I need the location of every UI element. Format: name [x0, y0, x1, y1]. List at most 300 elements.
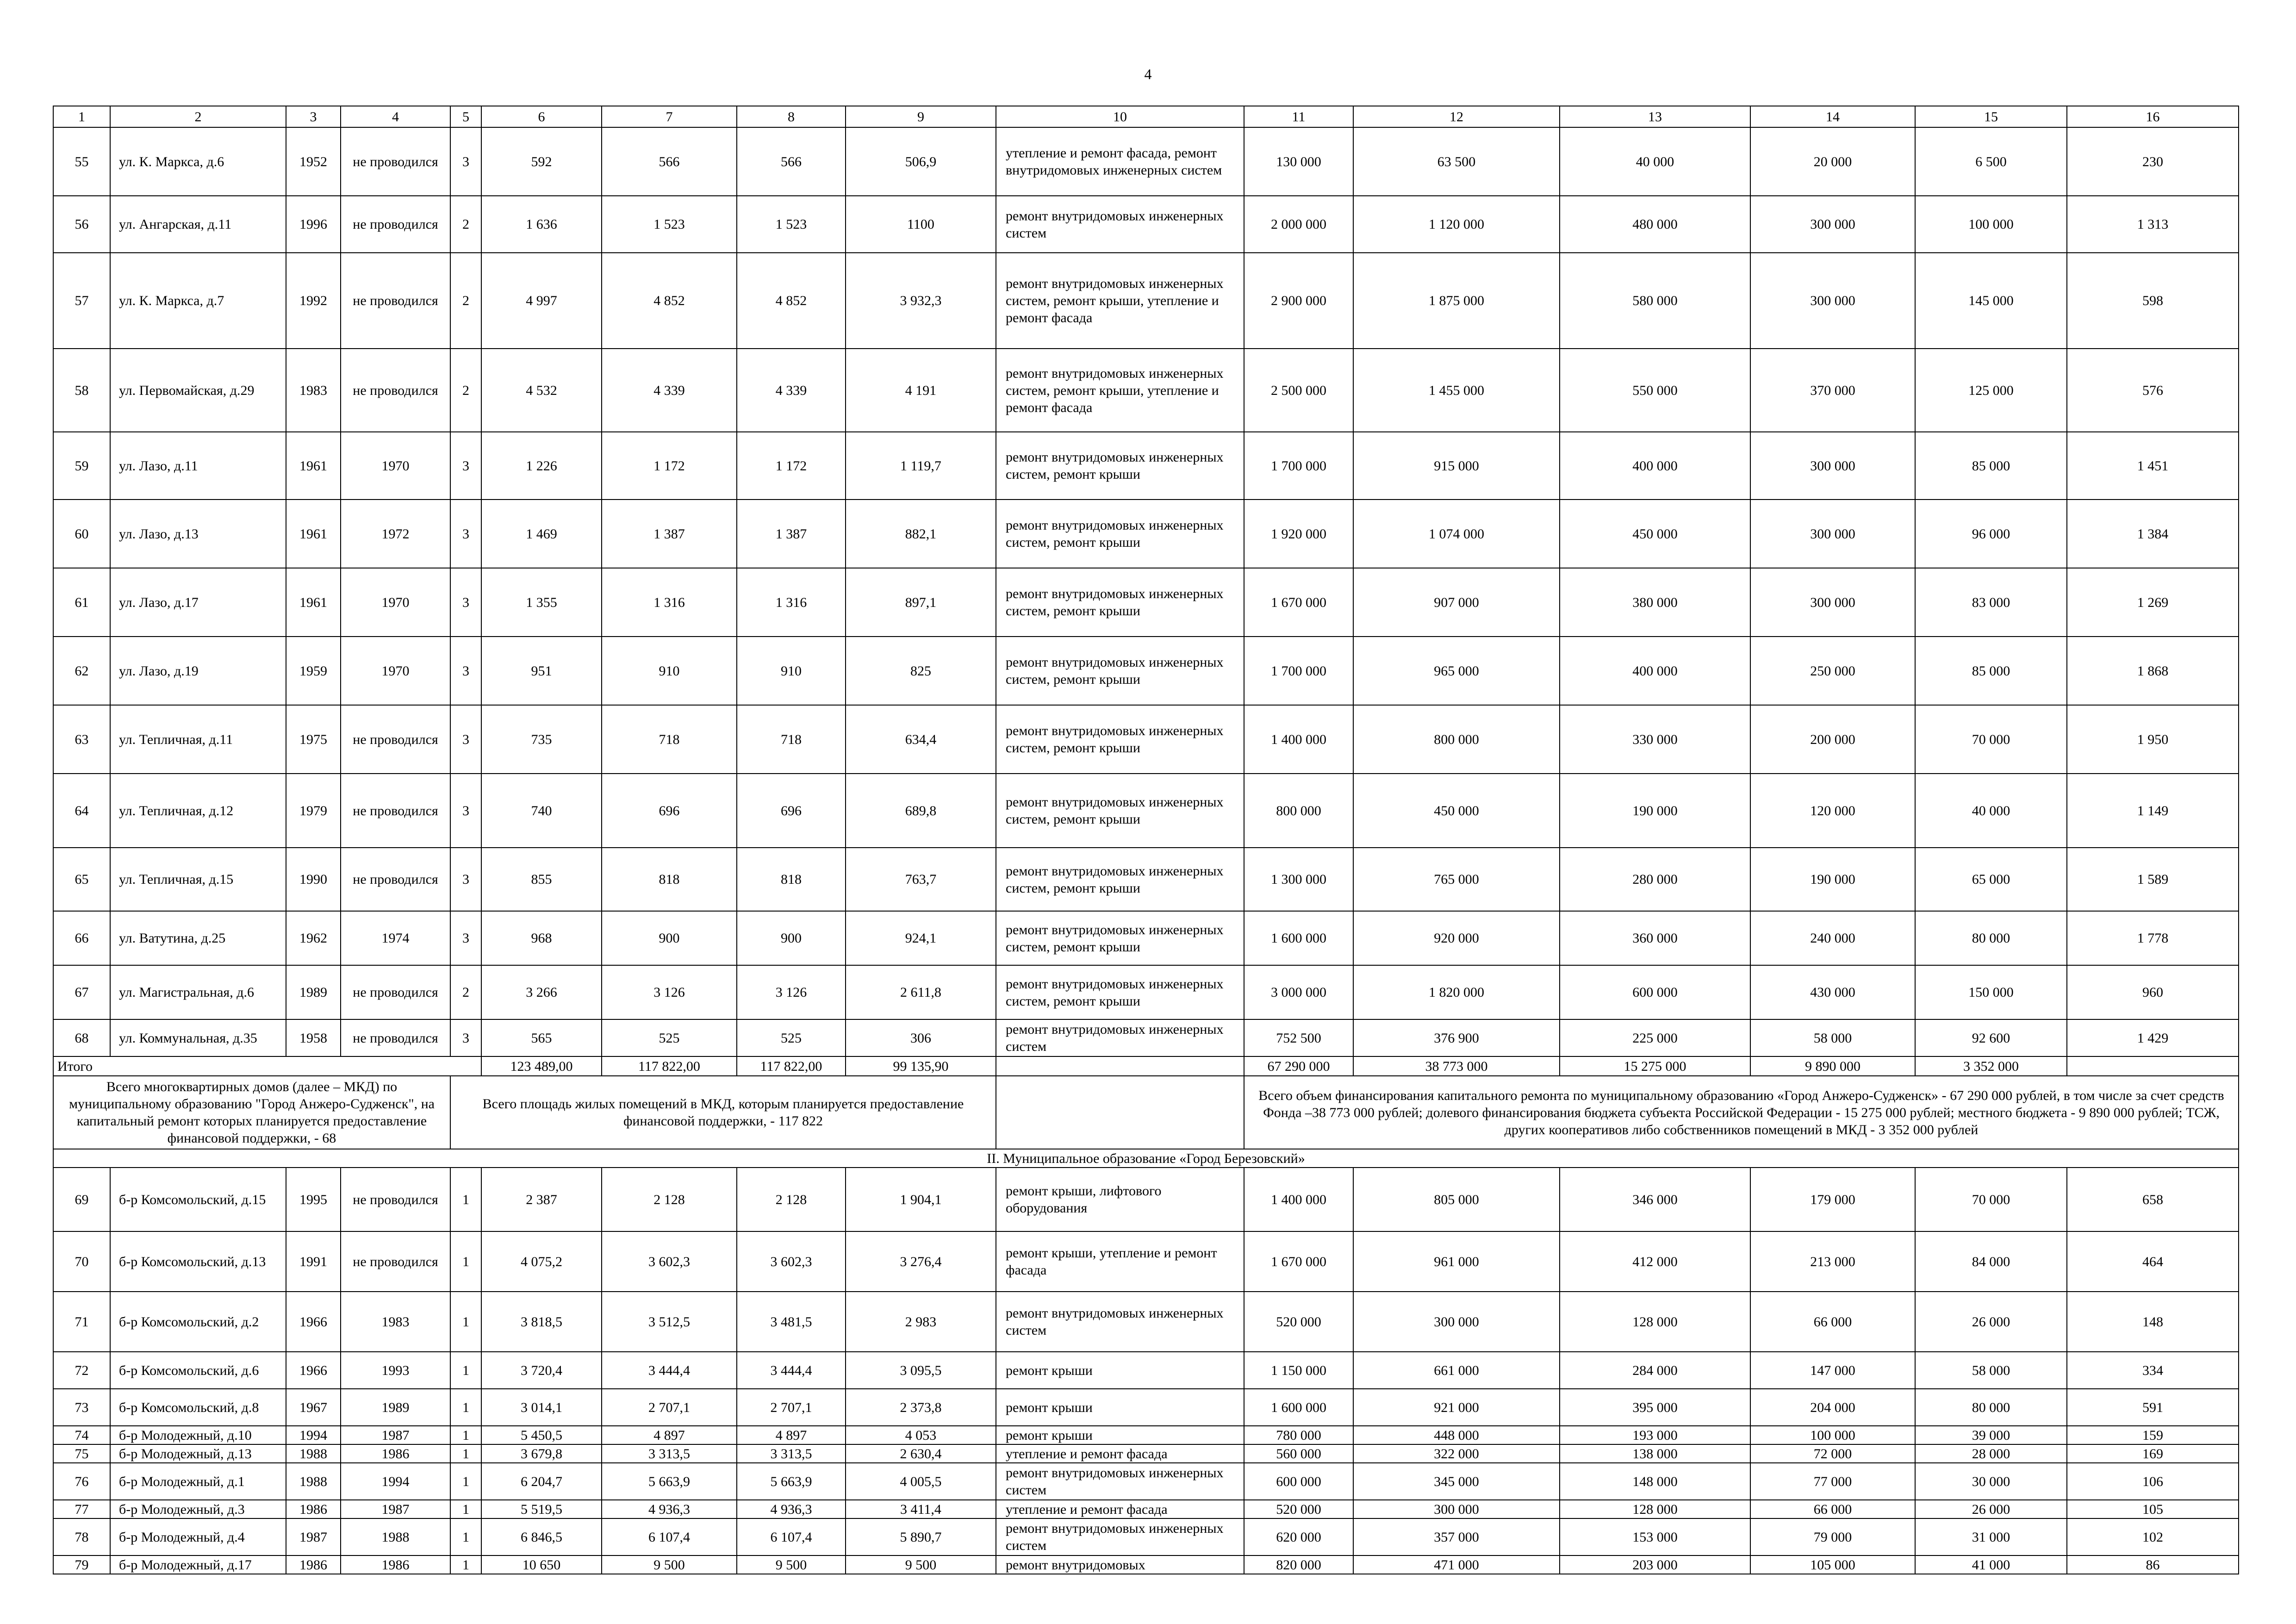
table-cell: 1979	[286, 774, 341, 848]
table-cell: 4 339	[737, 349, 846, 432]
table-cell: 73	[53, 1389, 110, 1426]
table-cell: 41 000	[1915, 1555, 2067, 1574]
table-cell: 1 589	[2067, 848, 2239, 911]
table-cell: 169	[2067, 1444, 2239, 1463]
table-cell: 897,1	[846, 568, 996, 637]
table-cell: 85 000	[1915, 637, 2067, 705]
table-cell: 1966	[286, 1292, 341, 1352]
table-cell: 3 679,8	[481, 1444, 602, 1463]
header-cell: 13	[1560, 106, 1750, 127]
table-cell: 3 126	[737, 965, 846, 1019]
table-cell: 1 778	[2067, 911, 2239, 965]
table-cell: 506,9	[846, 127, 996, 196]
table-cell: ул. Ангарская, д.11	[110, 196, 286, 253]
table-cell: 56	[53, 196, 110, 253]
table-cell: 1983	[341, 1292, 450, 1352]
table-cell: 4 936,3	[602, 1500, 737, 1518]
table-cell: 2 128	[602, 1168, 737, 1231]
table-cell: 1994	[286, 1426, 341, 1444]
table-row	[53, 196, 2239, 253]
table-cell: 230	[2067, 127, 2239, 196]
table-cell: 1 172	[737, 432, 846, 500]
table-cell: 1988	[286, 1463, 341, 1500]
table-row	[53, 127, 2239, 196]
table-cell: ремонт внутридомовых инженерных систем, ремонт крыши	[996, 500, 1244, 568]
table-cell: 1970	[341, 568, 450, 637]
table-cell: 1986	[341, 1444, 450, 1463]
total-cell: 38 773 000	[1353, 1056, 1560, 1076]
table-cell: 6 107,4	[602, 1518, 737, 1555]
table-cell: 71	[53, 1292, 110, 1352]
table-cell: 1988	[286, 1444, 341, 1463]
table-cell: утепление и ремонт фасада, ремонт внутридомовых инженерных систем	[996, 127, 1244, 196]
table-cell: 1990	[286, 848, 341, 911]
capital-repair-table	[53, 106, 2239, 1574]
table-cell: не проводился	[341, 349, 450, 432]
table-cell: 1961	[286, 432, 341, 500]
table-cell: 30 000	[1915, 1463, 2067, 1500]
table-cell: ремонт крыши, лифтового оборудования	[996, 1168, 1244, 1231]
table-cell: 900	[602, 911, 737, 965]
header-cell: 9	[846, 106, 996, 127]
table-cell: ремонт внутридомовых инженерных систем	[996, 1463, 1244, 1500]
table-cell: ремонт внутридомовых	[996, 1555, 1244, 1574]
table-cell: 1 904,1	[846, 1168, 996, 1231]
table-cell: 40 000	[1915, 774, 2067, 848]
table-cell: ул. Ватутина, д.25	[110, 911, 286, 965]
table-cell: ремонт внутридомовых инженерных систем, ремонт крыши	[996, 637, 1244, 705]
table-cell: ул. Лазо, д.17	[110, 568, 286, 637]
table-cell: 1 950	[2067, 705, 2239, 774]
table-cell: 2	[450, 253, 481, 349]
table-cell: 1993	[341, 1352, 450, 1389]
table-cell: 920 000	[1353, 911, 1560, 965]
table-cell: 1 400 000	[1244, 1168, 1353, 1231]
table-cell: 1987	[341, 1426, 450, 1444]
table-cell: 780 000	[1244, 1426, 1353, 1444]
table-cell: 3 313,5	[602, 1444, 737, 1463]
table-cell: 1	[450, 1168, 481, 1231]
table-cell: 1991	[286, 1231, 341, 1292]
table-cell: 689,8	[846, 774, 996, 848]
table-cell: 800 000	[1353, 705, 1560, 774]
table-cell: 1970	[341, 637, 450, 705]
table-cell: 1	[450, 1555, 481, 1574]
table-cell: 951	[481, 637, 602, 705]
table-cell: 968	[481, 911, 602, 965]
summary-row	[53, 1076, 2239, 1149]
table-cell: 400 000	[1560, 432, 1750, 500]
table-cell: 1 300 000	[1244, 848, 1353, 911]
table-cell: ремонт внутридомовых инженерных систем, ремонт крыши	[996, 705, 1244, 774]
table-cell: 4 005,5	[846, 1463, 996, 1500]
table-cell: 4 532	[481, 349, 602, 432]
table-cell: 120 000	[1750, 774, 1915, 848]
table-cell: 2 630,4	[846, 1444, 996, 1463]
table-cell: 76	[53, 1463, 110, 1500]
table-cell: не проводился	[341, 965, 450, 1019]
table-cell: 69	[53, 1168, 110, 1231]
table-cell: 70 000	[1915, 1168, 2067, 1231]
table-cell: 1 226	[481, 432, 602, 500]
table-cell: 147 000	[1750, 1352, 1915, 1389]
table-cell: ул. Лазо, д.19	[110, 637, 286, 705]
table-cell: 370 000	[1750, 349, 1915, 432]
table-cell: 55	[53, 127, 110, 196]
table-cell: ремонт внутридомовых инженерных систем, ремонт крыши	[996, 774, 1244, 848]
table-cell: 882,1	[846, 500, 996, 568]
table-cell: 1	[450, 1463, 481, 1500]
table-cell: ремонт внутридомовых инженерных систем, ремонт крыши	[996, 911, 1244, 965]
table-cell: 1	[450, 1389, 481, 1426]
table-cell: 334	[2067, 1352, 2239, 1389]
table-cell: 1 429	[2067, 1019, 2239, 1056]
table-cell: 3 932,3	[846, 253, 996, 349]
table-cell: 600 000	[1560, 965, 1750, 1019]
table-cell: 190 000	[1750, 848, 1915, 911]
table-row	[53, 774, 2239, 848]
table-row	[53, 1231, 2239, 1292]
table-cell: 1975	[286, 705, 341, 774]
table-row	[53, 1518, 2239, 1555]
table-cell: 250 000	[1750, 637, 1915, 705]
table-cell: 395 000	[1560, 1389, 1750, 1426]
table-row	[53, 705, 2239, 774]
table-cell: ул. Тепличная, д.11	[110, 705, 286, 774]
table-cell: 1986	[341, 1555, 450, 1574]
table-cell: 1 316	[737, 568, 846, 637]
total-label: Итого	[53, 1056, 481, 1076]
total-cell: 99 135,90	[846, 1056, 996, 1076]
table-cell: 1 875 000	[1353, 253, 1560, 349]
table-cell: 3	[450, 1019, 481, 1056]
table-cell: 80 000	[1915, 1389, 2067, 1426]
table-cell: 346 000	[1560, 1168, 1750, 1231]
table-cell: 3	[450, 127, 481, 196]
total-cell: 117 822,00	[737, 1056, 846, 1076]
table-row	[53, 911, 2239, 965]
table-cell: ул. Тепличная, д.15	[110, 848, 286, 911]
table-cell: 1986	[286, 1500, 341, 1518]
table-cell: 75	[53, 1444, 110, 1463]
table-row	[53, 848, 2239, 911]
header-cell: 5	[450, 106, 481, 127]
table-cell: 2 611,8	[846, 965, 996, 1019]
table-cell: 820 000	[1244, 1555, 1353, 1574]
table-cell: 1967	[286, 1389, 341, 1426]
table-cell: 148 000	[1560, 1463, 1750, 1500]
total-cell: 9 890 000	[1750, 1056, 1915, 1076]
table-cell: 10 650	[481, 1555, 602, 1574]
table-cell: не проводился	[341, 253, 450, 349]
table-cell: 159	[2067, 1426, 2239, 1444]
table-cell: 20 000	[1750, 127, 1915, 196]
table-cell: 634,4	[846, 705, 996, 774]
table-cell: 300 000	[1750, 196, 1915, 253]
table-cell: ремонт крыши	[996, 1426, 1244, 1444]
table-cell: 4 852	[737, 253, 846, 349]
table-cell: 58 000	[1750, 1019, 1915, 1056]
table-cell: 9 500	[737, 1555, 846, 1574]
table-cell: 3 481,5	[737, 1292, 846, 1352]
table-cell: 77 000	[1750, 1463, 1915, 1500]
table-cell: 800 000	[1244, 774, 1353, 848]
table-cell: 203 000	[1560, 1555, 1750, 1574]
table-cell: 5 663,9	[737, 1463, 846, 1500]
table-cell: б-р Комсомольский, д.15	[110, 1168, 286, 1231]
table-cell: 1	[450, 1231, 481, 1292]
table-cell: 1	[450, 1500, 481, 1518]
table-cell: 2 707,1	[602, 1389, 737, 1426]
table-cell: б-р Молодежный, д.17	[110, 1555, 286, 1574]
table-cell: 61	[53, 568, 110, 637]
table-cell: 3 411,4	[846, 1500, 996, 1518]
table-cell: 1100	[846, 196, 996, 253]
table-cell: 1 600 000	[1244, 1389, 1353, 1426]
table-cell: 150 000	[1915, 965, 2067, 1019]
table-cell: 360 000	[1560, 911, 1750, 965]
table-cell: 2 983	[846, 1292, 996, 1352]
table-cell: 3 014,1	[481, 1389, 602, 1426]
table-cell: 525	[602, 1019, 737, 1056]
table-cell: 1 149	[2067, 774, 2239, 848]
table-row	[53, 1168, 2239, 1231]
header-cell: 8	[737, 106, 846, 127]
table-cell: 520 000	[1244, 1292, 1353, 1352]
table-cell: ремонт внутридомовых инженерных систем	[996, 1019, 1244, 1056]
table-cell: 910	[602, 637, 737, 705]
table-cell: б-р Комсомольский, д.6	[110, 1352, 286, 1389]
table-cell: 322 000	[1353, 1444, 1560, 1463]
page-number: 4	[1144, 66, 1152, 82]
table-cell: 72 000	[1750, 1444, 1915, 1463]
table-cell: 471 000	[1353, 1555, 1560, 1574]
table-cell: 92 600	[1915, 1019, 2067, 1056]
total-row	[53, 1056, 2239, 1076]
table-cell: 1992	[286, 253, 341, 349]
summary-houses: Всего многоквартирных домов (далее – МКД) по муниципальному образованию "Город Анжеро-Судженск", на капитальный ремонт которых планируется предоставление финансовой поддержки, - 68	[53, 1076, 450, 1149]
table-cell: 1 523	[737, 196, 846, 253]
table-cell: 138 000	[1560, 1444, 1750, 1463]
table-cell: 300 000	[1353, 1292, 1560, 1352]
table-cell: 1989	[341, 1389, 450, 1426]
table-cell: 153 000	[1560, 1518, 1750, 1555]
table-cell: 1 400 000	[1244, 705, 1353, 774]
table-cell: б-р Комсомольский, д.2	[110, 1292, 286, 1352]
table-cell: не проводился	[341, 196, 450, 253]
table-cell: 225 000	[1560, 1019, 1750, 1056]
total-cell-empty	[996, 1056, 1244, 1076]
table-cell: 1961	[286, 568, 341, 637]
table-row	[53, 965, 2239, 1019]
table-cell: 580 000	[1560, 253, 1750, 349]
table-cell: 70	[53, 1231, 110, 1292]
table-cell: 39 000	[1915, 1426, 2067, 1444]
table-cell: 4 897	[602, 1426, 737, 1444]
table-cell: 696	[602, 774, 737, 848]
table-cell: 1 313	[2067, 196, 2239, 253]
table-cell: 72	[53, 1352, 110, 1389]
table-cell: 3	[450, 911, 481, 965]
total-cell: 117 822,00	[602, 1056, 737, 1076]
table-cell: 566	[737, 127, 846, 196]
table-cell: 4 897	[737, 1426, 846, 1444]
table-cell: 68	[53, 1019, 110, 1056]
table-cell: 2 128	[737, 1168, 846, 1231]
header-cell: 15	[1915, 106, 2067, 127]
table-cell: 1994	[341, 1463, 450, 1500]
table-cell: 620 000	[1244, 1518, 1353, 1555]
table-cell: 1983	[286, 349, 341, 432]
table-cell: 5 519,5	[481, 1500, 602, 1518]
table-cell: 9 500	[602, 1555, 737, 1574]
table-cell: б-р Молодежный, д.1	[110, 1463, 286, 1500]
table-cell: 525	[737, 1019, 846, 1056]
table-cell: 79 000	[1750, 1518, 1915, 1555]
table-cell: 661 000	[1353, 1352, 1560, 1389]
table-cell: 6 107,4	[737, 1518, 846, 1555]
table-cell: 60	[53, 500, 110, 568]
table-cell: 84 000	[1915, 1231, 2067, 1292]
table-cell: ул. К. Маркса, д.7	[110, 253, 286, 349]
table-row	[53, 1352, 2239, 1389]
table-cell: 59	[53, 432, 110, 500]
table-cell: 3 818,5	[481, 1292, 602, 1352]
section-row	[53, 1149, 2239, 1168]
table-cell: 740	[481, 774, 602, 848]
table-cell: 5 890,7	[846, 1518, 996, 1555]
table-cell: 376 900	[1353, 1019, 1560, 1056]
table-cell: 2 387	[481, 1168, 602, 1231]
table-cell: 66 000	[1750, 1500, 1915, 1518]
table-cell: 204 000	[1750, 1389, 1915, 1426]
table-cell: 9 500	[846, 1555, 996, 1574]
table-cell: 100 000	[1915, 196, 2067, 253]
table-cell: 915 000	[1353, 432, 1560, 500]
table-cell: 80 000	[1915, 911, 2067, 965]
table-cell: 2	[450, 965, 481, 1019]
total-cell-empty	[2067, 1056, 2239, 1076]
table-cell: 4 075,2	[481, 1231, 602, 1292]
table-cell: ремонт внутридомовых инженерных систем, ремонт крыши, утепление и ремонт фасада	[996, 349, 1244, 432]
table-cell: 430 000	[1750, 965, 1915, 1019]
table-cell: 3	[450, 568, 481, 637]
table-cell: 3	[450, 500, 481, 568]
table-row	[53, 432, 2239, 500]
table-cell: 3 602,3	[602, 1231, 737, 1292]
table-cell: 58	[53, 349, 110, 432]
header-cell: 11	[1244, 106, 1353, 127]
table-cell: 1959	[286, 637, 341, 705]
table-cell: 26 000	[1915, 1292, 2067, 1352]
table-row	[53, 349, 2239, 432]
total-cell: 123 489,00	[481, 1056, 602, 1076]
table-cell: 3	[450, 848, 481, 911]
table-cell: 1 119,7	[846, 432, 996, 500]
table-cell: 63	[53, 705, 110, 774]
table-cell: 6 500	[1915, 127, 2067, 196]
table-cell: 148	[2067, 1292, 2239, 1352]
table-row	[53, 500, 2239, 568]
table-cell: 306	[846, 1019, 996, 1056]
table-cell: не проводился	[341, 1019, 450, 1056]
table-cell: ремонт внутридомовых инженерных систем	[996, 1292, 1244, 1352]
table-cell: 4 191	[846, 349, 996, 432]
table-cell: 6 204,7	[481, 1463, 602, 1500]
table-cell: 3	[450, 705, 481, 774]
table-cell: 1 387	[602, 500, 737, 568]
table-cell: 1	[450, 1352, 481, 1389]
table-cell: 1 455 000	[1353, 349, 1560, 432]
table-cell: 65	[53, 848, 110, 911]
table-cell: 1	[450, 1518, 481, 1555]
table-cell: 3	[450, 774, 481, 848]
table-cell: 1	[450, 1426, 481, 1444]
table-cell: 960	[2067, 965, 2239, 1019]
table-cell: 5 450,5	[481, 1426, 602, 1444]
table-cell: 105	[2067, 1500, 2239, 1518]
table-cell: утепление и ремонт фасада	[996, 1500, 1244, 1518]
table-cell: не проводился	[341, 1231, 450, 1292]
table-cell: 3 512,5	[602, 1292, 737, 1352]
table-cell: ремонт крыши, утепление и ремонт фасада	[996, 1231, 1244, 1292]
table-cell: 190 000	[1560, 774, 1750, 848]
table-cell: 240 000	[1750, 911, 1915, 965]
table-cell: 696	[737, 774, 846, 848]
table-cell: 1 469	[481, 500, 602, 568]
table-cell: 1 150 000	[1244, 1352, 1353, 1389]
table-cell: 450 000	[1560, 500, 1750, 568]
table-cell: 193 000	[1560, 1426, 1750, 1444]
table-cell: 718	[602, 705, 737, 774]
table-cell: 63 500	[1353, 127, 1560, 196]
table-cell: 3 444,4	[737, 1352, 846, 1389]
table-cell: 855	[481, 848, 602, 911]
table-cell: не проводился	[341, 705, 450, 774]
table-cell: 1958	[286, 1019, 341, 1056]
table-cell: 1 670 000	[1244, 568, 1353, 637]
table-cell: 96 000	[1915, 500, 2067, 568]
table-cell: ремонт внутридомовых инженерных систем, ремонт крыши	[996, 848, 1244, 911]
table-cell: 100 000	[1750, 1426, 1915, 1444]
table-cell: 1 700 000	[1244, 637, 1353, 705]
header-cell: 16	[2067, 106, 2239, 127]
table-cell: 1 120 000	[1353, 196, 1560, 253]
table-cell: 965 000	[1353, 637, 1560, 705]
table-cell: 284 000	[1560, 1352, 1750, 1389]
table-cell: 74	[53, 1426, 110, 1444]
table-cell: б-р Молодежный, д.3	[110, 1500, 286, 1518]
table-cell: 300 000	[1750, 568, 1915, 637]
table-cell: б-р Комсомольский, д.8	[110, 1389, 286, 1426]
table-cell: 77	[53, 1500, 110, 1518]
table-cell: 765 000	[1353, 848, 1560, 911]
table-cell: ул. Первомайская, д.29	[110, 349, 286, 432]
table-cell: 64	[53, 774, 110, 848]
table-cell: 213 000	[1750, 1231, 1915, 1292]
table-row	[53, 1292, 2239, 1352]
table-cell: 907 000	[1353, 568, 1560, 637]
table-cell: 1 636	[481, 196, 602, 253]
table-cell: 6 846,5	[481, 1518, 602, 1555]
table-cell: 62	[53, 637, 110, 705]
table-cell: 2 000 000	[1244, 196, 1353, 253]
table-cell: 40 000	[1560, 127, 1750, 196]
table-cell: 145 000	[1915, 253, 2067, 349]
table-cell: 576	[2067, 349, 2239, 432]
table-cell: ремонт внутридомовых инженерных систем, ремонт крыши	[996, 568, 1244, 637]
table-row	[53, 1444, 2239, 1463]
